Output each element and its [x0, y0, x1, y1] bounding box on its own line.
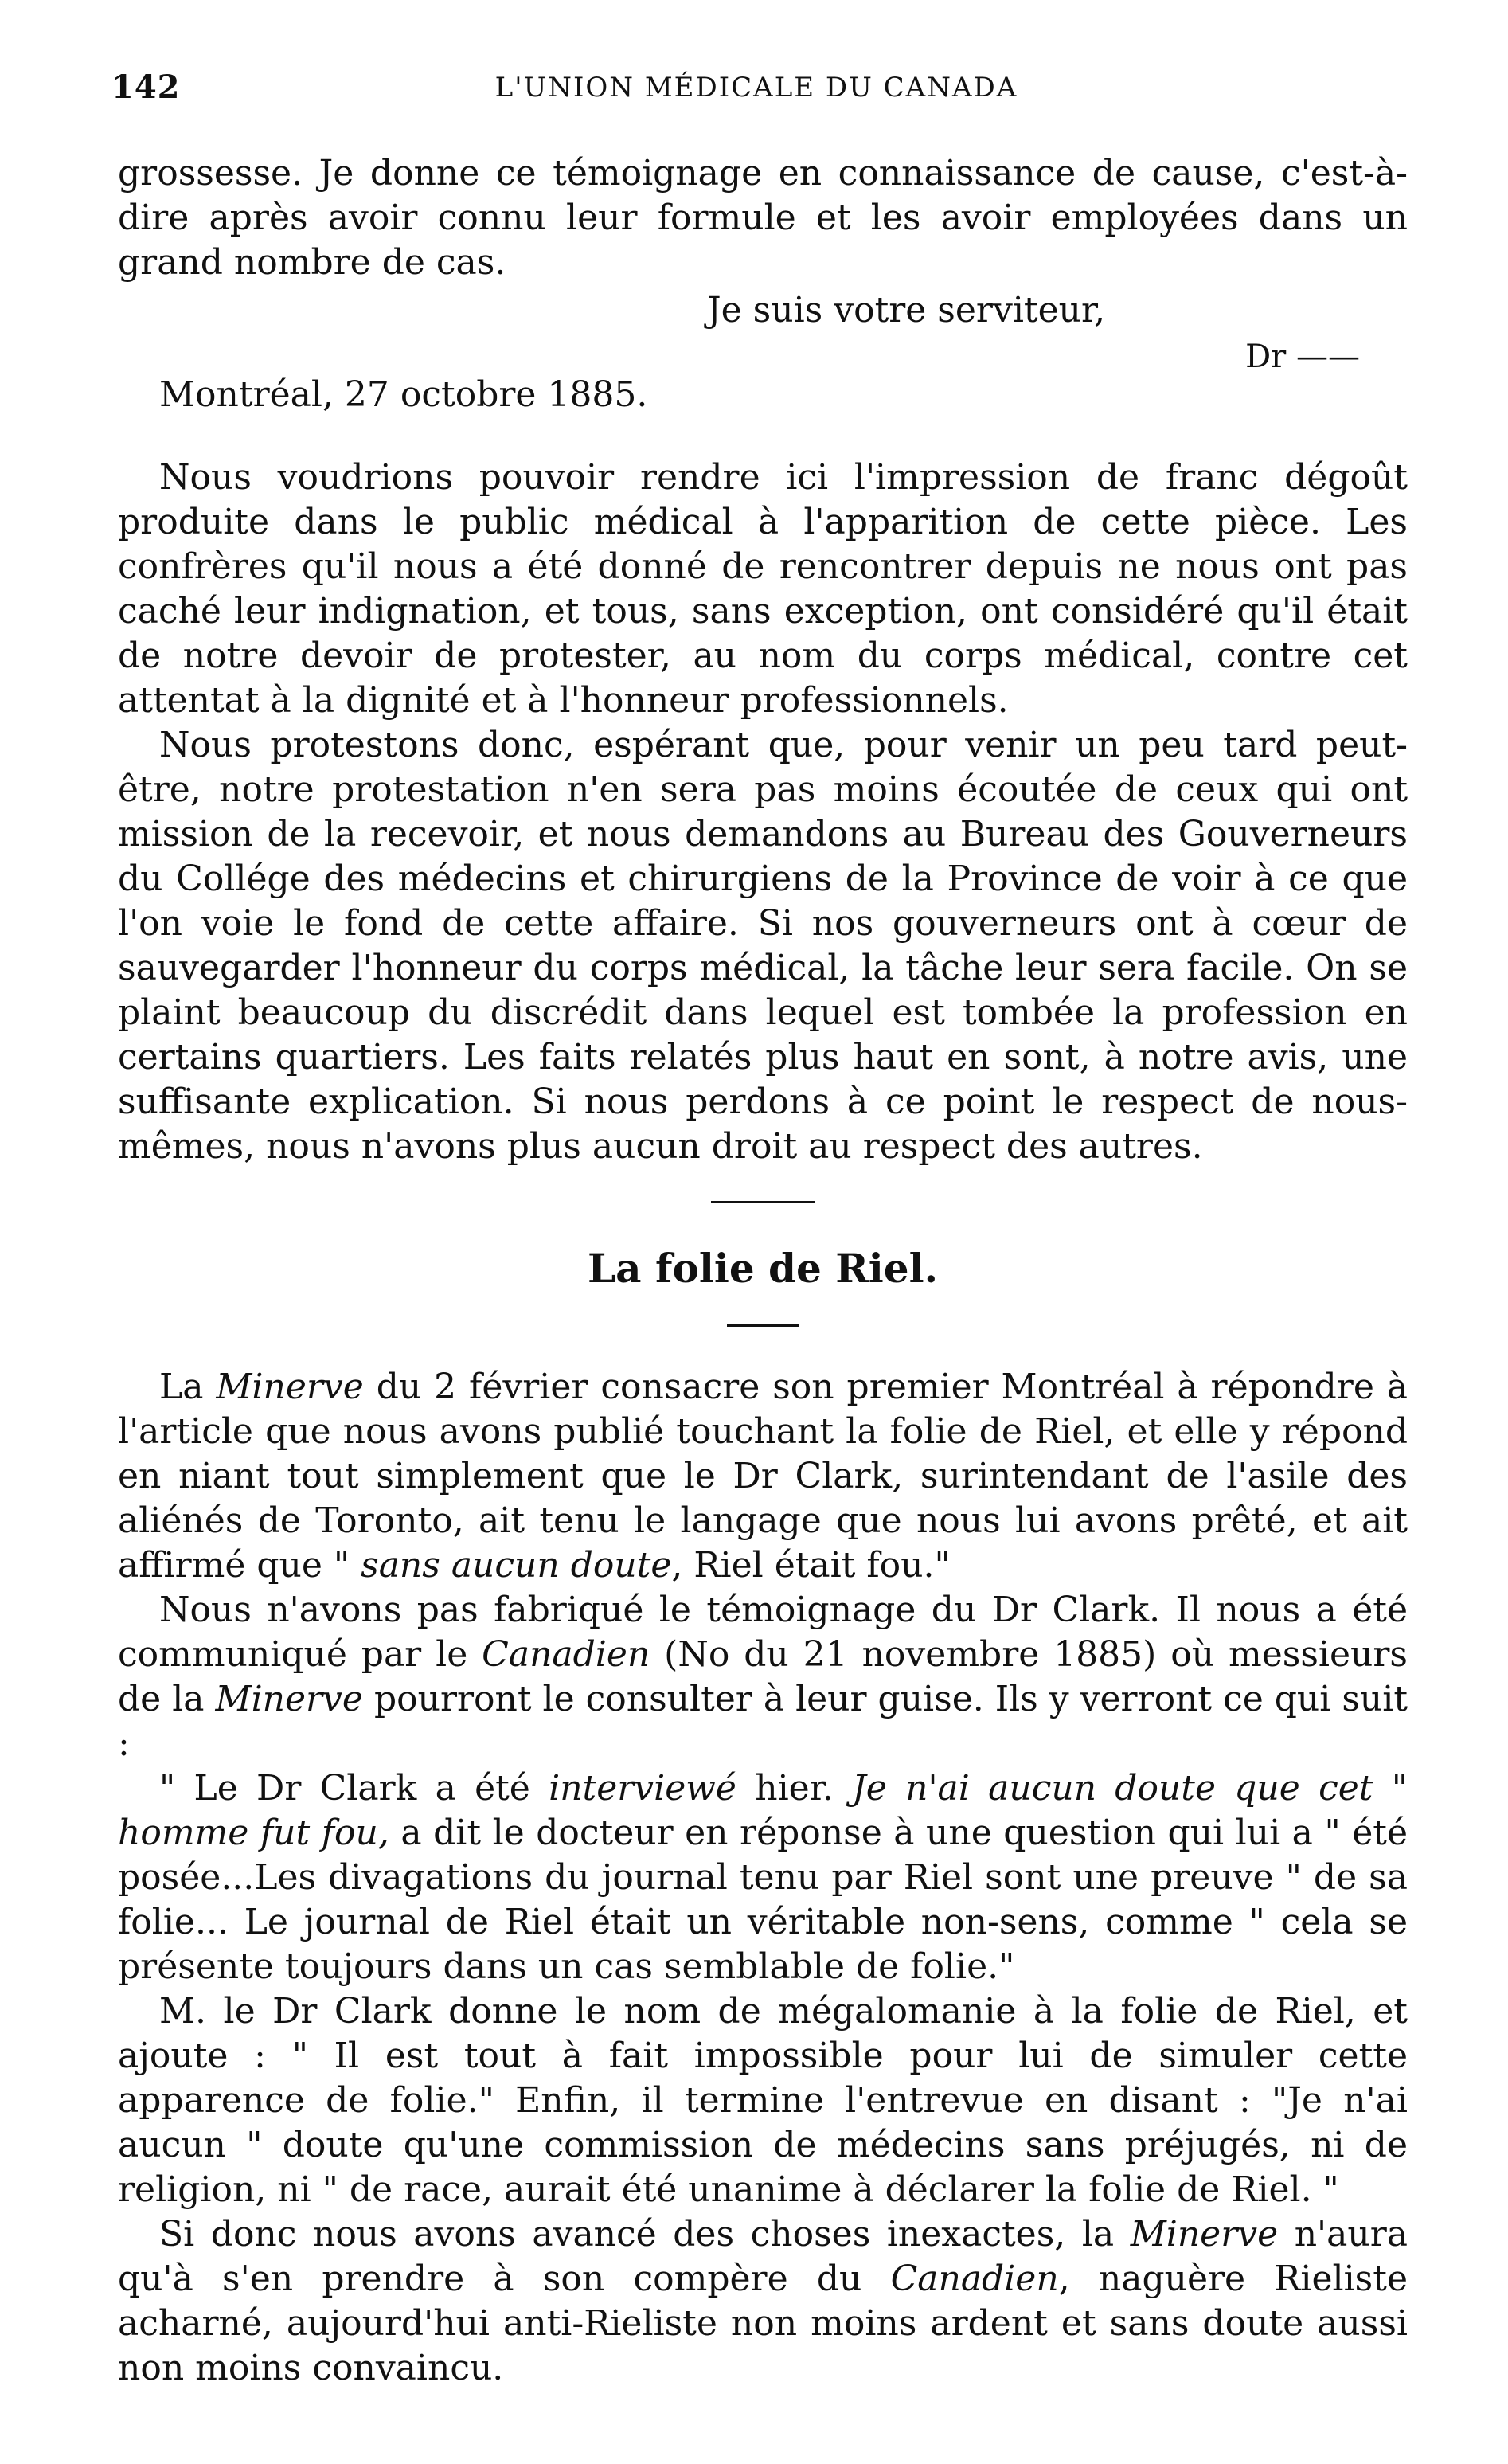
letter-signature: Dr —— — [1245, 338, 1360, 375]
section-divider — [711, 1201, 815, 1203]
article-paragraph — [118, 1365, 1408, 1588]
article-paragraph: M. le Dr Clark donne le nom de mégalomanie à la folie de Riel, et ajoute : " Il est tout à fait impossible pour lui de simuler cette apparence de folie." Enfin, il termine l'entrevue en disant : "Je n'ai aucun " doute qu'une commission de médecins sans préjugés, ni de religion, ni " de race, aurait été unanime à déclarer la folie de Riel. " — [118, 1991, 1408, 2210]
page-body — [118, 151, 1408, 2391]
italic-run: Minerve — [1130, 2214, 1279, 2255]
page-number: 142 — [111, 68, 181, 106]
text-run: La — [159, 1367, 217, 1407]
text-run: n'aura qu'à s'en prendre à son compère du — [118, 2214, 1408, 2299]
text-run: pourront le consulter à leur guise. Ils y verront ce qui suit : — [118, 1679, 1408, 1764]
italic-run: Minerve — [215, 1679, 363, 1719]
article-paragraph — [118, 2212, 1408, 2391]
italic-run: interviewé — [549, 1768, 736, 1809]
letter-closing-paragraph: grossesse. Je donne ce témoignage en connaissance de cause, c'est-à-dire après avoir connu leur formule et les avoir employées dans un grand nombre de cas. — [118, 153, 1408, 283]
text-run: du 2 février consacre son premier Montréal à répondre à l'article que nous avons publié touchant la folie de Riel, et elle y répond en niant tout simplement que le Dr Clark, surintendant de l'asile des aliénés de Toronto, ait tenu le langage que nous lui avons prêté, et ait affirmé que " — [118, 1367, 1408, 1586]
text-run: a dit le docteur en réponse à une question qui lui a " été posée...Les divagations du journal tenu par Riel sont une preuve " de sa folie... Le journal de Riel était un véritable non-sens, comme " cela se présente toujours dans un cas semblable de folie." — [118, 1813, 1408, 1987]
article-paragraph — [118, 1588, 1408, 1766]
running-title: L'UNION MÉDICALE DU CANADA — [494, 72, 1018, 104]
italic-run: sans aucun doute — [361, 1545, 672, 1586]
text-run: hier. — [736, 1768, 853, 1809]
editorial-paragraph: Nous protestons donc, espérant que, pour venir un peu tard peut-être, notre protestation n'en sera pas moins écoutée de ceux qui ont mission de la recevoir, et nous demandons au Bureau des Gouverneurs du Collége des médecins et chirurgiens de la Province de voir à ce que l'on voie le fond de cette affaire. Si nos gouverneurs ont à cœur de sauvegarder l'honneur du corps médical, la tâche leur sera facile. On se plaint beaucoup du discrédit dans lequel est tombée la profession en certains quartiers. Les faits relatés plus haut en sont, à notre avis, une suffisante explication. Si nous perdons à ce point le respect de nous-mêmes, nous n'avons plus aucun droit au respect des autres. — [118, 725, 1408, 1167]
letter-salutation: Je suis votre serviteur, — [707, 290, 1106, 330]
text-run: Nous n'avons pas fabriqué le témoignage du Dr Clark. Il nous a été communiqué par le — [118, 1590, 1408, 1675]
letter-dateline: Montréal, 27 octobre 1885. — [159, 374, 648, 415]
text-run: , Riel était fou." — [671, 1545, 951, 1586]
section-heading: La folie de Riel. — [588, 1245, 938, 1292]
text-run: " Le Dr Clark a été — [159, 1768, 549, 1809]
italic-run: Canadien — [482, 1634, 650, 1675]
text-run: (No du 21 novembre 1885) où messieurs de la — [118, 1634, 1408, 1719]
page-header — [111, 68, 1401, 116]
italic-run: Minerve — [216, 1367, 364, 1407]
editorial-paragraph: Nous voudrions pouvoir rendre ici l'impression de franc dégoût produite dans le public médical à l'apparition de cette pièce. Les confrères qu'il nous a été donné de rencontrer depuis ne nous ont pas caché leur indignation, et tous, sans exception, ont considéré qu'il était de notre devoir de protester, au nom du corps médical, contre cet attentat à la dignité et à l'honneur professionnels. — [118, 457, 1408, 721]
italic-run: Je n'ai aucun doute que cet " homme fut fou, — [118, 1768, 1408, 1853]
heading-underline-rule — [727, 1324, 799, 1327]
text-run: , naguère Rieliste acharné, aujourd'hui anti-Rieliste non moins ardent et sans doute aussi non moins convaincu. — [118, 2259, 1408, 2388]
quoted-passage — [118, 1766, 1408, 1989]
spacer — [118, 417, 1408, 456]
text-run: Si donc nous avons avancé des choses inexactes, la — [159, 2214, 1131, 2255]
italic-run: Canadien — [890, 2259, 1059, 2299]
